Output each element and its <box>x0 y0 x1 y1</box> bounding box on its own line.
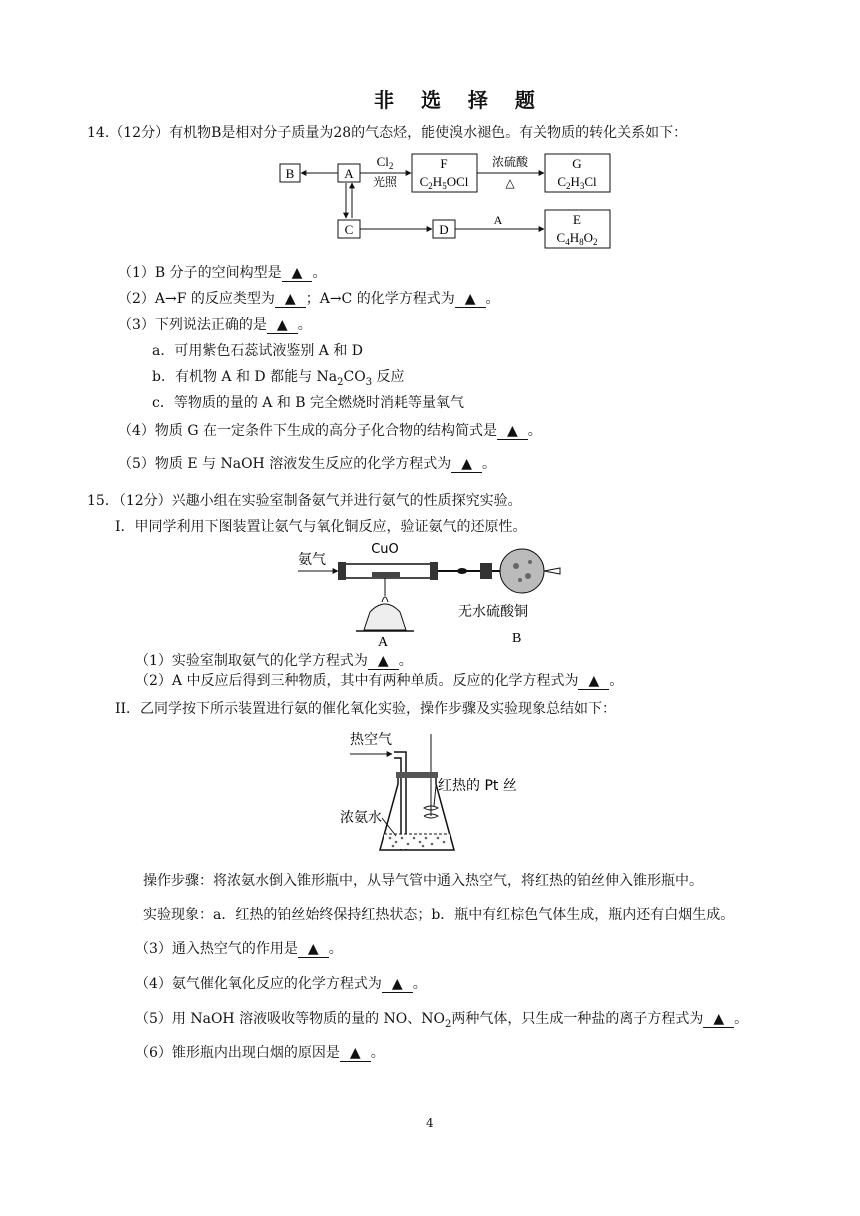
fig1-stopper-right <box>430 562 438 580</box>
q15-steps: 操作步骤：将浓氨水倒入锥形瓶中，从导气管中通入热空气，将红热的铂丝伸入锥形瓶中。 <box>143 873 703 889</box>
q15-figure1-apparatus <box>290 538 580 650</box>
q14-sub3: （3）下列说法正确的是 ▲ 。 <box>118 317 312 333</box>
answer-blank[interactable]: ▲ <box>340 1046 371 1062</box>
q15-part-I: I．甲同学利用下图装置让氨气与氧化铜反应，验证氨气的还原性。 <box>115 519 527 535</box>
q15-part-II: II．乙同学按下所示装置进行氨的催化氧化实验，操作步骤及实验现象总结如下： <box>115 701 617 717</box>
q14-sub5: （5）物质 E 与 NaOH 溶液发生反应的化学方程式为 ▲ 。 <box>118 456 496 472</box>
box-G-name: G <box>572 156 582 171</box>
box-D-label: D <box>439 222 449 237</box>
q14-option-b: b．有机物 A 和 D 都能与 $Na_2CO_3$ 反应 <box>152 369 405 388</box>
q14-sub1: （1）B 分子的空间构型是 ▲ 。 <box>118 265 327 281</box>
answer-blank[interactable]: ▲ <box>497 424 528 440</box>
arrow3-top-label: A <box>493 213 503 227</box>
answer-blank[interactable]: ▲ <box>298 942 329 958</box>
box-F-name: F <box>440 156 448 171</box>
arrow1-bottom-label: 光照 <box>372 175 398 189</box>
fig2-hot-air-label: 热空气 <box>350 732 392 748</box>
fig1-label-A: A <box>377 635 389 650</box>
box-E-name: E <box>573 212 581 227</box>
fig2-pt-label: 红热的 Pt 丝 <box>438 778 517 794</box>
q15-sub5: （5）用 NaOH 溶液吸收等物质的量的 NO、$NO_2$两种气体，只生成一种盐的离子方程式为 ▲ 。 <box>135 1011 749 1030</box>
answer-blank[interactable]: ▲ <box>382 977 413 993</box>
q14-conversion-diagram <box>270 150 630 255</box>
q14-stem: 14.（12分）有机物B是相对分子质量为28的气态烃，能使溴水褪色。有关物质的转化关系如下： <box>87 125 688 141</box>
fig1-alcohol-lamp <box>364 604 406 630</box>
answer-blank[interactable]: ▲ <box>368 654 399 670</box>
page-number: 4 <box>426 1116 434 1130</box>
q15-figure2-apparatus <box>336 726 536 860</box>
answer-blank[interactable]: ▲ <box>451 457 482 473</box>
fig1-stopper-b <box>480 563 492 579</box>
answer-blank[interactable]: ▲ <box>282 266 313 282</box>
box-A-label: A <box>344 166 354 181</box>
box-G-formula: $C_2H_3Cl$ <box>557 174 597 191</box>
fig1-gas-in-label: 氨气 <box>298 552 326 568</box>
fig1-stopper-left <box>338 562 346 580</box>
fig1-cuo-powder <box>372 572 400 577</box>
answer-blank[interactable]: ▲ <box>455 292 486 308</box>
box-C-label: C <box>344 222 354 237</box>
fig1-drying-label: 无水硫酸铜 <box>458 604 528 620</box>
box-B-label: B <box>285 166 295 181</box>
box-F-formula: $C_2H_5OCl$ <box>419 174 469 191</box>
fig1-cuo-label: CuO <box>371 542 399 557</box>
q15-sub3: （3）通入热空气的作用是 ▲ 。 <box>135 941 343 957</box>
answer-blank[interactable]: ▲ <box>275 292 306 308</box>
q14-sub4: （4）物质 G 在一定条件下生成的高分子化合物的结构简式是 ▲ 。 <box>118 423 542 439</box>
box-E-formula: $C_4H_8O_2$ <box>556 230 598 247</box>
answer-blank[interactable]: ▲ <box>267 318 298 334</box>
fig2-ammonia-label: 浓氨水 <box>340 810 382 826</box>
fig1-drying-bulb <box>500 549 544 593</box>
arrow2-bottom-label: △ <box>505 176 515 190</box>
q14-option-a: a．可用紫色石蕊试液鉴别 A 和 D <box>152 343 364 359</box>
answer-blank[interactable]: ▲ <box>578 674 609 690</box>
q15-sub6: （6）锥形瓶内出现白烟的原因是 ▲ 。 <box>135 1045 385 1061</box>
fig2-flask-stopper <box>396 772 438 778</box>
q15-stem: 15．（12分）兴趣小组在实验室制备氨气并进行氨气的性质探究实验。 <box>87 493 522 509</box>
fig1-label-B: B <box>512 631 522 646</box>
q15-sub1: （1）实验室制取氨气的化学方程式为 ▲ 。 <box>135 653 413 669</box>
section-title: 非 选 择 题 <box>374 88 545 112</box>
arrow2-top-label: 浓硫酸 <box>491 155 529 169</box>
q15-sub4: （4）氨气催化氧化反应的化学方程式为 ▲ 。 <box>135 976 427 992</box>
q14-sub2: （2）A→F 的反应类型为 ▲ ；A→C 的化学方程式为 ▲ 。 <box>118 291 500 307</box>
q15-phenomena: 实验现象：a．红热的铂丝始终保持红热状态；b．瓶中有红棕色气体生成，瓶内还有白烟生成。 <box>143 907 735 923</box>
arrow1-top-label: $Cl_2$ <box>376 154 394 171</box>
q15-sub2: （2）A 中反应后得到三种物质，其中有两种单质。反应的化学方程式为 ▲ 。 <box>135 673 624 689</box>
q14-option-c: c．等物质的量的 A 和 B 完全燃烧时消耗等量氧气 <box>152 395 465 411</box>
answer-blank[interactable]: ▲ <box>703 1012 734 1028</box>
